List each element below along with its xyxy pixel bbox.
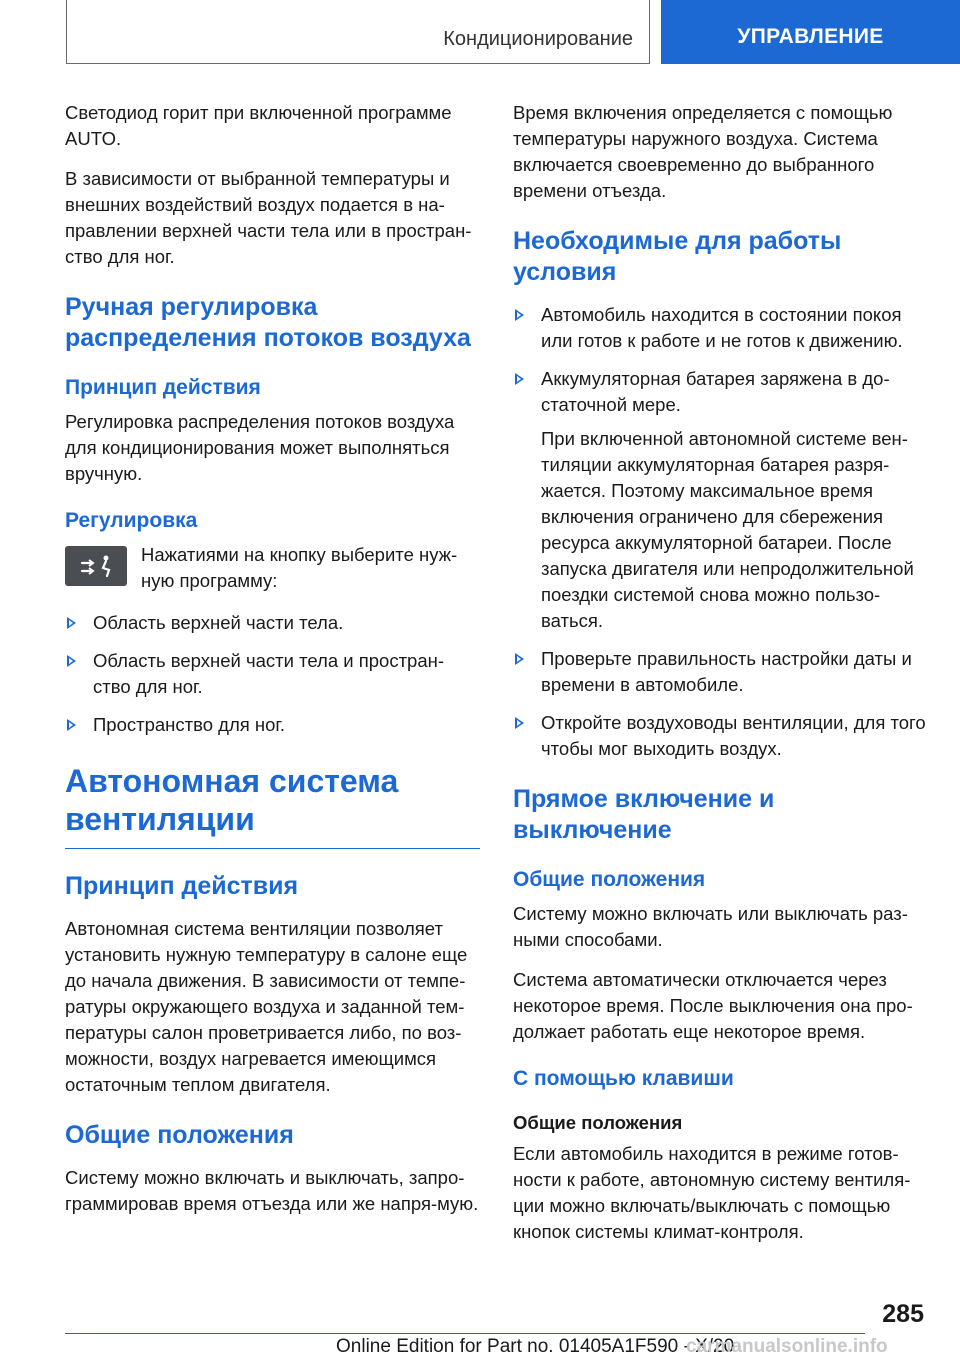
paragraph: В зависимости от выбранной температуры и внешних воздействий воздух подается в на-правлении верхней части тела или в простран-ство для ног.: [65, 168, 472, 267]
triangle-bullet-icon: [67, 655, 76, 667]
triangle-bullet-icon: [67, 617, 76, 629]
watermark: carmanualsonline.info: [686, 1336, 888, 1357]
page-number: 285: [882, 1300, 924, 1328]
triangle-bullet-icon: [515, 373, 524, 385]
paragraph: Систему можно включать или выключать раз-ными способами.: [513, 903, 908, 950]
left-column: [65, 100, 480, 1231]
paragraph: Система автоматически отключается через некоторое время. После выключения она про-должает работать еще некоторое время.: [513, 969, 913, 1042]
page-header: [0, 0, 960, 66]
page-footer: [0, 1300, 960, 1362]
list-item: Проверьте правильность настройки даты и времени в автомобиле.: [513, 646, 933, 698]
chapter-tab: УПРАВЛЕНИЕ: [661, 0, 960, 64]
paragraph: Нажатиями на кнопку выберите нуж-ную программу:: [141, 544, 458, 591]
list-note: При включенной автономной системе вен-тиляции аккумуляторная батарея разря-жается. Поэтому максимальное время включения ограничено для сбережения ресурса аккумуляторной батареи. После запуска двигателя или непродолжительной поездки системой снова можно пользо-ваться.: [541, 428, 914, 631]
footer-rule: [65, 1333, 865, 1334]
list-item: Автомобиль находится в состоянии покоя или готов к работе и не готов к движению.: [513, 302, 933, 354]
list-item: Аккумуляторная батарея заряжена в до-статочной мере. При включенной автономной системе вен-тиляции аккумуляторная батарея разря-жается. Поэтому максимальное время включения ограничено для сбережения ресурса аккумуляторной батареи. После запуска двигателя или непродолжительной поездки системой снова можно пользо-ваться.: [513, 366, 933, 634]
heading-manual-distribution: Ручная регулировка распределения потоков воздуха: [65, 293, 471, 352]
heading-direct-switching: Прямое включение и выключение: [513, 785, 775, 844]
program-list: [65, 610, 480, 738]
paragraph: Автономная система вентиляции позволяет установить нужную температуру в салоне еще до начала движения. В зависимости от темпе-ратуры окружающего воздуха и заданной тем-пературы салон проветривается либо, по воз-можности, воздух нагревается имеющимся остаточным теплом двигателя.: [65, 918, 468, 1095]
paragraph: Если автомобиль находится в режиме готов-ности к работе, автономную систему вентиля-ции можно включать/выключать с помощью кнопок системы климат-контроля.: [513, 1143, 911, 1242]
heading-with-button: С помощью клавиши: [513, 1067, 734, 1090]
edition-text: Online Edition for Part no. 01405A1F590 - X/20: [336, 1336, 735, 1357]
conditions-list: [513, 302, 933, 762]
paragraph: Регулировка распределения потоков воздуха для кондиционирования может выполняться вручную.: [65, 411, 455, 484]
paragraph: Время включения определяется с помощью температуры наружного воздуха. Система включается своевременно до выбранного времени отъезда.: [513, 102, 893, 201]
heading-principle-2: Принцип действия: [65, 872, 299, 900]
heading-general: Общие положения: [513, 868, 706, 891]
heading-autonomous-ventilation: Автономная система вентиляции: [65, 762, 480, 849]
list-item: Область верхней части тела и простран-ство для ног.: [65, 648, 480, 700]
subheading-general: Общие положения: [513, 1112, 683, 1133]
paragraph: Систему можно включать и выключать, запро-граммировав время отъезда или же напря-мую.: [65, 1167, 479, 1214]
list-item: Пространство для ног.: [65, 712, 480, 738]
list-item: Откройте воздуховоды вентиляции, для того чтобы мог выходить воздух.: [513, 710, 933, 762]
list-item: Область верхней части тела.: [65, 610, 480, 636]
heading-conditions: Необходимые для работы условия: [513, 227, 842, 286]
button-instruction: [65, 542, 480, 594]
triangle-bullet-icon: [515, 717, 524, 729]
air-distribution-icon: [65, 546, 127, 586]
paragraph: Светодиод горит при включенной программе AUTO.: [65, 102, 452, 149]
section-title: Кондиционирование: [443, 28, 633, 50]
right-column: [513, 100, 933, 1259]
triangle-bullet-icon: [67, 719, 76, 731]
heading-adjustment: Регулировка: [65, 509, 198, 532]
triangle-bullet-icon: [515, 309, 524, 321]
heading-general: Общие положения: [65, 1121, 294, 1149]
header-frame: [66, 0, 650, 64]
triangle-bullet-icon: [515, 653, 524, 665]
heading-principle: Принцип действия: [65, 376, 261, 399]
